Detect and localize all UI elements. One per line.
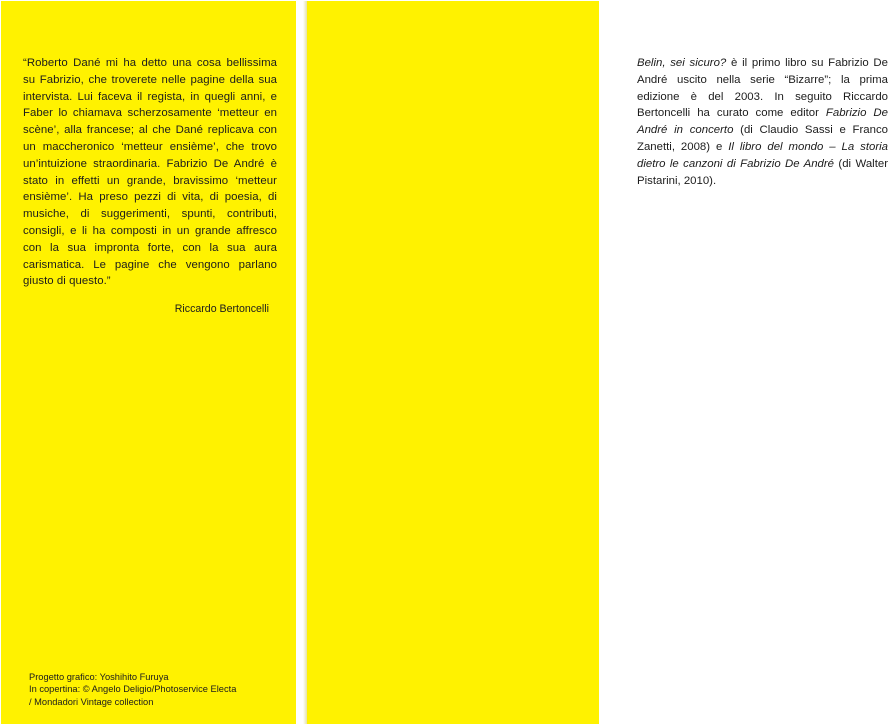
info-segment-title: Il libro del mondo – La storia dietro le canzoni di Fabrizio De André bbox=[637, 140, 888, 170]
credits-block bbox=[29, 671, 279, 708]
info-segment: (di Claudio Sassi e Franco Zanetti, 2008) e bbox=[637, 124, 888, 153]
right-flap bbox=[307, 1, 888, 724]
book-info-text bbox=[637, 55, 888, 189]
info-segment-title: Fabrizio De André in concerto bbox=[637, 107, 888, 137]
credit-cover: In copertina: © Angelo Deligio/Photoservice Electa bbox=[29, 684, 237, 695]
credit-design: Progetto grafico: Yoshihito Furuya bbox=[29, 672, 169, 682]
info-segment: è il primo libro su Fabrizio De André uscito nella serie “Bizarre”; la prima edizione è del 2003. In seguito Riccardo Bertoncelli ha curato come editor bbox=[637, 57, 888, 120]
left-flap bbox=[1, 1, 296, 724]
info-segment: (di Walter Pistarini, 2010). bbox=[637, 157, 888, 187]
gutter-shadow bbox=[303, 1, 307, 724]
info-segment-title: Belin, sei sicuro? bbox=[637, 57, 727, 69]
quote-text: “Roberto Dané mi ha detto una cosa bellissima su Fabrizio, che troverete nelle pagine della sua intervista. Lui faceva il regista, in quegli anni, e Faber lo chiamava scherzosamente ‘metteur en scène’, alla francese; al che Dané replicava con un maccheronico ‘metteur ensième’, che trovo un’intuizione straordinaria. Fabrizio De André è stato in effetti un grande, bravissimo ‘metteur ensième’. Ha preso pezzi di vita, di poesia, di musiche, di suggerimenti, spunti, contributi, consigli, e li ha composti in un grande affresco con la sua impronta forte, con la sua aura carismatica. Le pagine che vengono parlano giusto di questo.” bbox=[23, 57, 277, 288]
quote-author: Riccardo Bertoncelli bbox=[174, 303, 269, 315]
credit-collection: / Mondadori Vintage collection bbox=[29, 696, 154, 707]
